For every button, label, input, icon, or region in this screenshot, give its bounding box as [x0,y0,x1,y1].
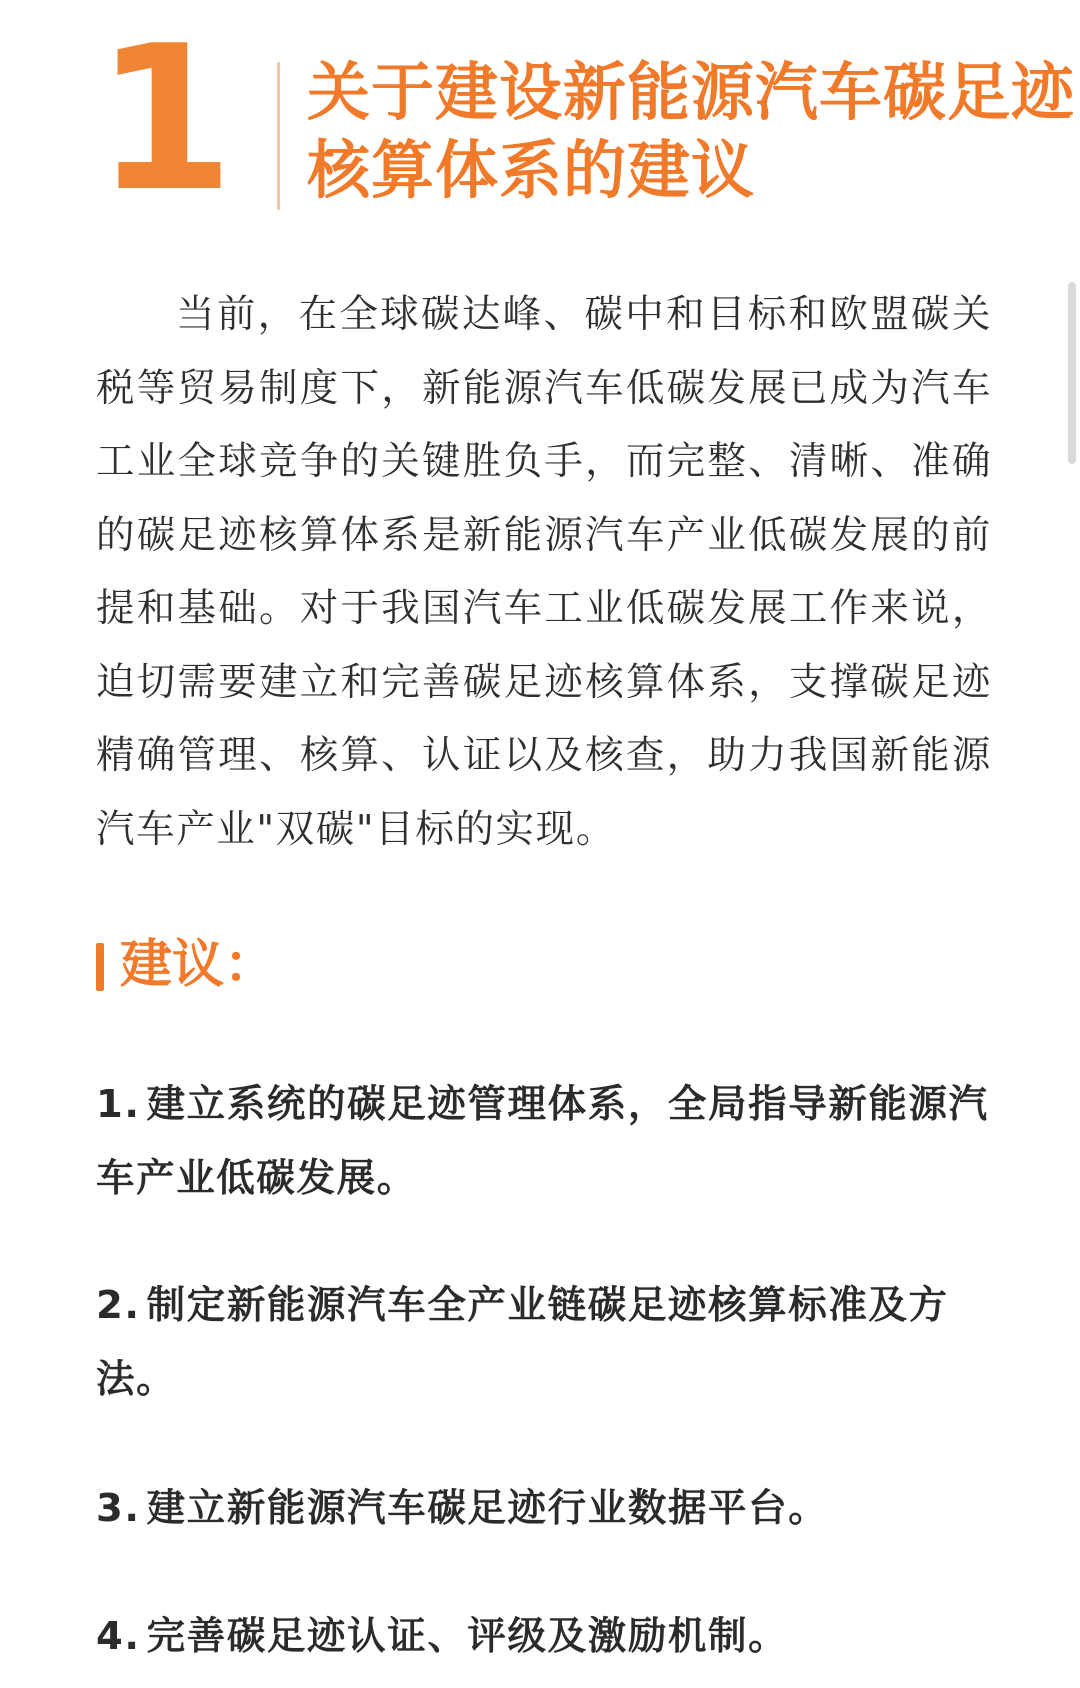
header-divider [277,62,280,210]
page-title-line-1: 关于建设新能源汽车碳足迹 [307,56,1075,129]
page-title [307,54,1075,210]
recommendation-text: 完善碳足迹认证、评级及激励机制。 [146,1614,789,1659]
recommendation-number: 2. [96,1283,141,1328]
recommendation-number: 1. [96,1082,141,1127]
recommendation-number: 3. [96,1486,141,1531]
recommendation-text: 建立系统的碳足迹管理体系，全局指导新能源汽车产业低碳发展。 [96,1082,989,1201]
recommendation-item [96,1472,992,1546]
header-number: 1 [95,3,225,236]
section-title: 建议： [120,935,277,995]
recommendation-text: 制定新能源汽车全产业链碳足迹核算标准及方法。 [96,1283,949,1402]
section-accent-bar [96,943,104,991]
recommendation-item [96,1269,992,1416]
recommendation-text: 建立新能源汽车碳足迹行业数据平台。 [146,1486,829,1531]
article-header [95,3,1075,236]
page-title-line-2: 核算体系的建议 [307,134,755,207]
recommendation-item [96,1600,992,1674]
scrollbar-thumb[interactable] [1068,282,1076,464]
recommendation-number: 4. [96,1614,141,1659]
intro-paragraph: 当前，在全球碳达峰、碳中和目标和欧盟碳关税等贸易制度下，新能源汽车低碳发展已成为汽车工业全球竞争的关键胜负手，而完整、清晰、准确的碳足迹核算体系是新能源汽车产业低碳发展的前提和基础。对于我国汽车工业低碳发展工作来说，迫切需要建立和完善碳足迹核算体系，支撑碳足迹精确管理、核算、认证以及核查，助力我国新能源汽车产业"双碳"目标的实现。 [96,292,992,852]
recommendation-item [96,1068,992,1215]
